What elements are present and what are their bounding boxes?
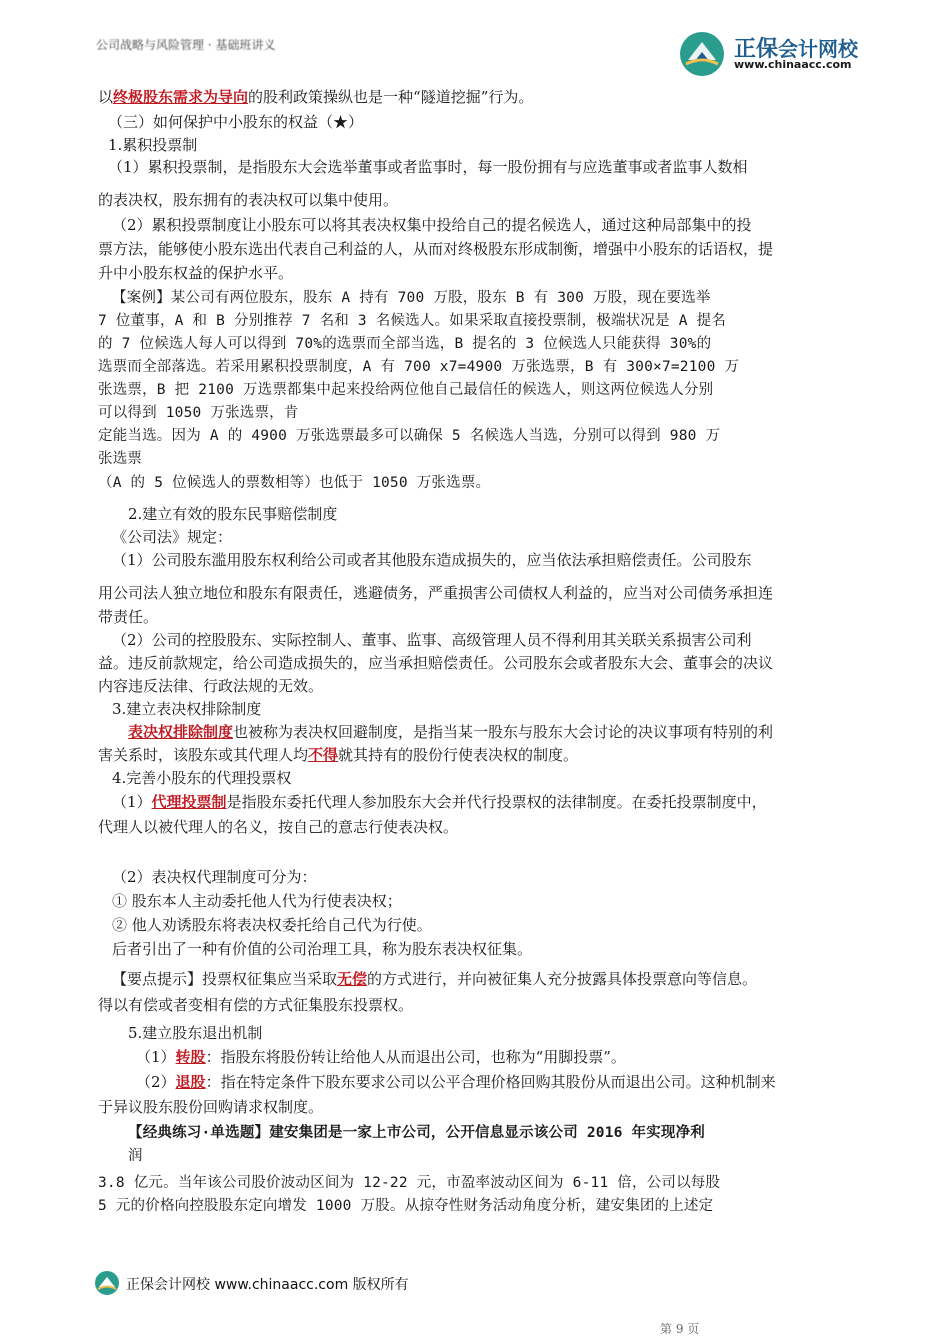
- highlight-term: 无偿: [337, 970, 368, 988]
- case-line: 张选票: [98, 451, 143, 467]
- highlight-term: 退股: [175, 1073, 206, 1091]
- text: （2）: [136, 1073, 176, 1091]
- highlight-term: 代理投票制: [151, 793, 227, 811]
- paragraph-line: [128, 721, 854, 743]
- case-line: 的 7 位候选人每人可以得到 70%的选票而全部当选，B 提名的 3 位候选人只能获得 30%的: [98, 336, 712, 352]
- paragraph-line-cut: 得以有偿或者变相有偿的方式征集股东投票权。: [98, 996, 414, 1014]
- logo-suffix: 会计网校: [778, 37, 859, 61]
- header-breadcrumb: 公司战略与风险管理 · 基础班讲义: [96, 38, 276, 52]
- text: ：指在特定条件下股东要求公司以公平合理价格回购其股份从而退出公司。这种机制来: [205, 1073, 776, 1091]
- exercise-line: 润: [128, 1148, 143, 1164]
- case-line: 可以得到 1050 万张选票，肯: [98, 405, 299, 421]
- text: （1）: [112, 793, 152, 811]
- paragraph-line: 用公司法人独立地位和股东有限责任，逃避债务，严重损害公司债权人利益的，应当对公司债务承担连: [98, 584, 774, 602]
- highlight-term: 转股: [175, 1048, 206, 1066]
- text: 【要点提示】投票权征集应当采取: [112, 970, 338, 988]
- exercise-line: 5 元的价格向控股股东定向增发 1000 万股。从掠夺性财务活动角度分析，建安集团的上述定: [98, 1198, 714, 1214]
- footer: [94, 1266, 694, 1300]
- text: ：指股东将股份转让给他人从而退出公司，也称为“用脚投票”。: [205, 1048, 626, 1066]
- page-number: 第 9 页: [660, 1322, 700, 1336]
- paragraph-line: [112, 791, 854, 813]
- paragraph-line: （2）表决权代理制度可分为：: [112, 868, 317, 886]
- footer-logo-icon: [94, 1270, 120, 1296]
- chinaacc-logo[interactable]: [678, 30, 868, 78]
- paragraph-line: [98, 744, 854, 766]
- exercise-line: 3.8 亿元。当年该公司股价波动区间为 12-22 元，市盈率波动区间为 6-11 倍，公司以每股: [98, 1175, 721, 1191]
- exercise-line: 【经典练习·单选题】建安集团是一家上市公司，公开信息显示该公司 2016 年实现净利: [128, 1125, 706, 1141]
- paragraph-line: [136, 1046, 854, 1068]
- paragraph-line: 票方法，能够使小股东选出代表自己利益的人，从而对终极股东形成制衡，增强中小股东的话语权，提: [98, 240, 774, 258]
- paragraph-line-cut: （1）公司股东滥用股东权利给公司或者其他股东造成损失的，应当依法承担赔偿责任。公司股东: [112, 551, 752, 569]
- paragraph-line-cut: [136, 1071, 854, 1091]
- subsection-heading: 1.累积投票制: [108, 136, 198, 154]
- text: 害关系时，该股东或其代理人均: [98, 746, 309, 764]
- logo-emblem-icon: [678, 30, 726, 78]
- highlight-term: 终极股东需求为导向: [113, 88, 249, 106]
- highlight-term: 不得: [308, 746, 339, 764]
- case-line: 7 位董事，A 和 B 分别推荐 7 名和 3 名候选人。如果采取直接投票制，极端状况是 A 提名: [98, 313, 726, 329]
- highlight-term: 表决权排除制度: [128, 723, 234, 741]
- subsection-heading: 4.完善小股东的代理投票权: [112, 769, 292, 787]
- case-line: 选票而全部落选。若采用累积投票制度，A 有 700 x7=4900 万张选票，B 有 300×7=2100 万: [98, 359, 740, 375]
- logo-url: www.chinaacc.com: [734, 58, 852, 71]
- paragraph-line: （2）累积投票制度让小股东可以将其表决权集中投给自己的提名候选人，通过这种局部集中的投: [112, 216, 752, 234]
- list-item: ① 股东本人主动委托他人代为行使表决权；: [112, 892, 402, 910]
- footer-copyright: 正保会计网校 www.chinaacc.com 版权所有: [126, 1277, 409, 1293]
- case-line: 定能当选。因为 A 的 4900 万张选票最多可以确保 5 名候选人当选，分别可以得到 980 万: [98, 428, 721, 444]
- paragraph-line: 益。违反前款规定，给公司造成损失的，应当承担赔偿责任。公司股东会或者股东大会、董事会的决议: [98, 654, 774, 672]
- list-item: ② 他人劝诱股东将表决权委托给自己代为行使。: [112, 916, 432, 934]
- paragraph-line: 代理人以被代理人的名义，按自己的意志行使表决权。: [98, 818, 459, 836]
- case-line: 【案例】某公司有两位股东，股东 A 持有 700 万股，股东 B 有 300 万股，现在要选举: [112, 290, 711, 306]
- text: 的方式进行，并向被征集人充分披露具体投票意向等信息。: [367, 970, 758, 988]
- logo-name: 正保: [734, 37, 779, 62]
- paragraph-line: [98, 86, 854, 108]
- text: 以: [98, 88, 114, 106]
- tip-line-cut: [112, 968, 868, 988]
- paragraph-line: 于异议股东股份回购请求权制度。: [98, 1098, 324, 1116]
- paragraph-line: （2）公司的控股股东、实际控制人、董事、监事、高级管理人员不得利用其关联关系损害公司利: [112, 631, 752, 649]
- subsection-heading: 3.建立表决权排除制度: [112, 700, 262, 718]
- text: 的股利政策操纵也是一种“隧道挖掘”行为。: [248, 88, 534, 106]
- text: 也被称为表决权回避制度，是指当某一股东与股东大会讨论的决议事项有特别的利: [233, 723, 774, 741]
- paragraph-line-cut: 后者引出了一种有价值的公司治理工具，称为股东表决权征集。: [112, 940, 533, 958]
- paragraph-line-cut: （1）累积投票制，是指股东大会选举董事或者监事时，每一股份拥有与应选董事或者监事人数相: [108, 158, 748, 176]
- paragraph-line: 的表决权，股东拥有的表决权可以集中使用。: [98, 191, 399, 209]
- text: 就其持有的股份行使表决权的制度。: [338, 746, 579, 764]
- text: （1）: [136, 1048, 176, 1066]
- paragraph-line: 带责任。: [98, 608, 159, 626]
- paragraph-line: 升中小股东权益的保护水平。: [98, 264, 294, 282]
- subsection-heading: 2.建立有效的股东民事赔偿制度: [128, 505, 338, 523]
- paragraph-line: 《公司法》规定：: [112, 528, 233, 546]
- case-line-cut: （A 的 5 位候选人的票数相等）也低于 1050 万张选票。: [98, 475, 491, 491]
- text: 是指股东委托代理人参加股东大会并代行投票权的法律制度。在委托投票制度中，: [226, 793, 767, 811]
- paragraph-line: 内容违反法律、行政法规的无效。: [98, 677, 324, 695]
- subsection-heading: 5.建立股东退出机制: [128, 1024, 263, 1042]
- case-line: 张选票，B 把 2100 万选票都集中起来投给两位他自己最信任的候选人，则这两位候选人分别: [98, 382, 714, 398]
- section-heading: （三）如何保护中小股东的权益（★）: [108, 113, 364, 131]
